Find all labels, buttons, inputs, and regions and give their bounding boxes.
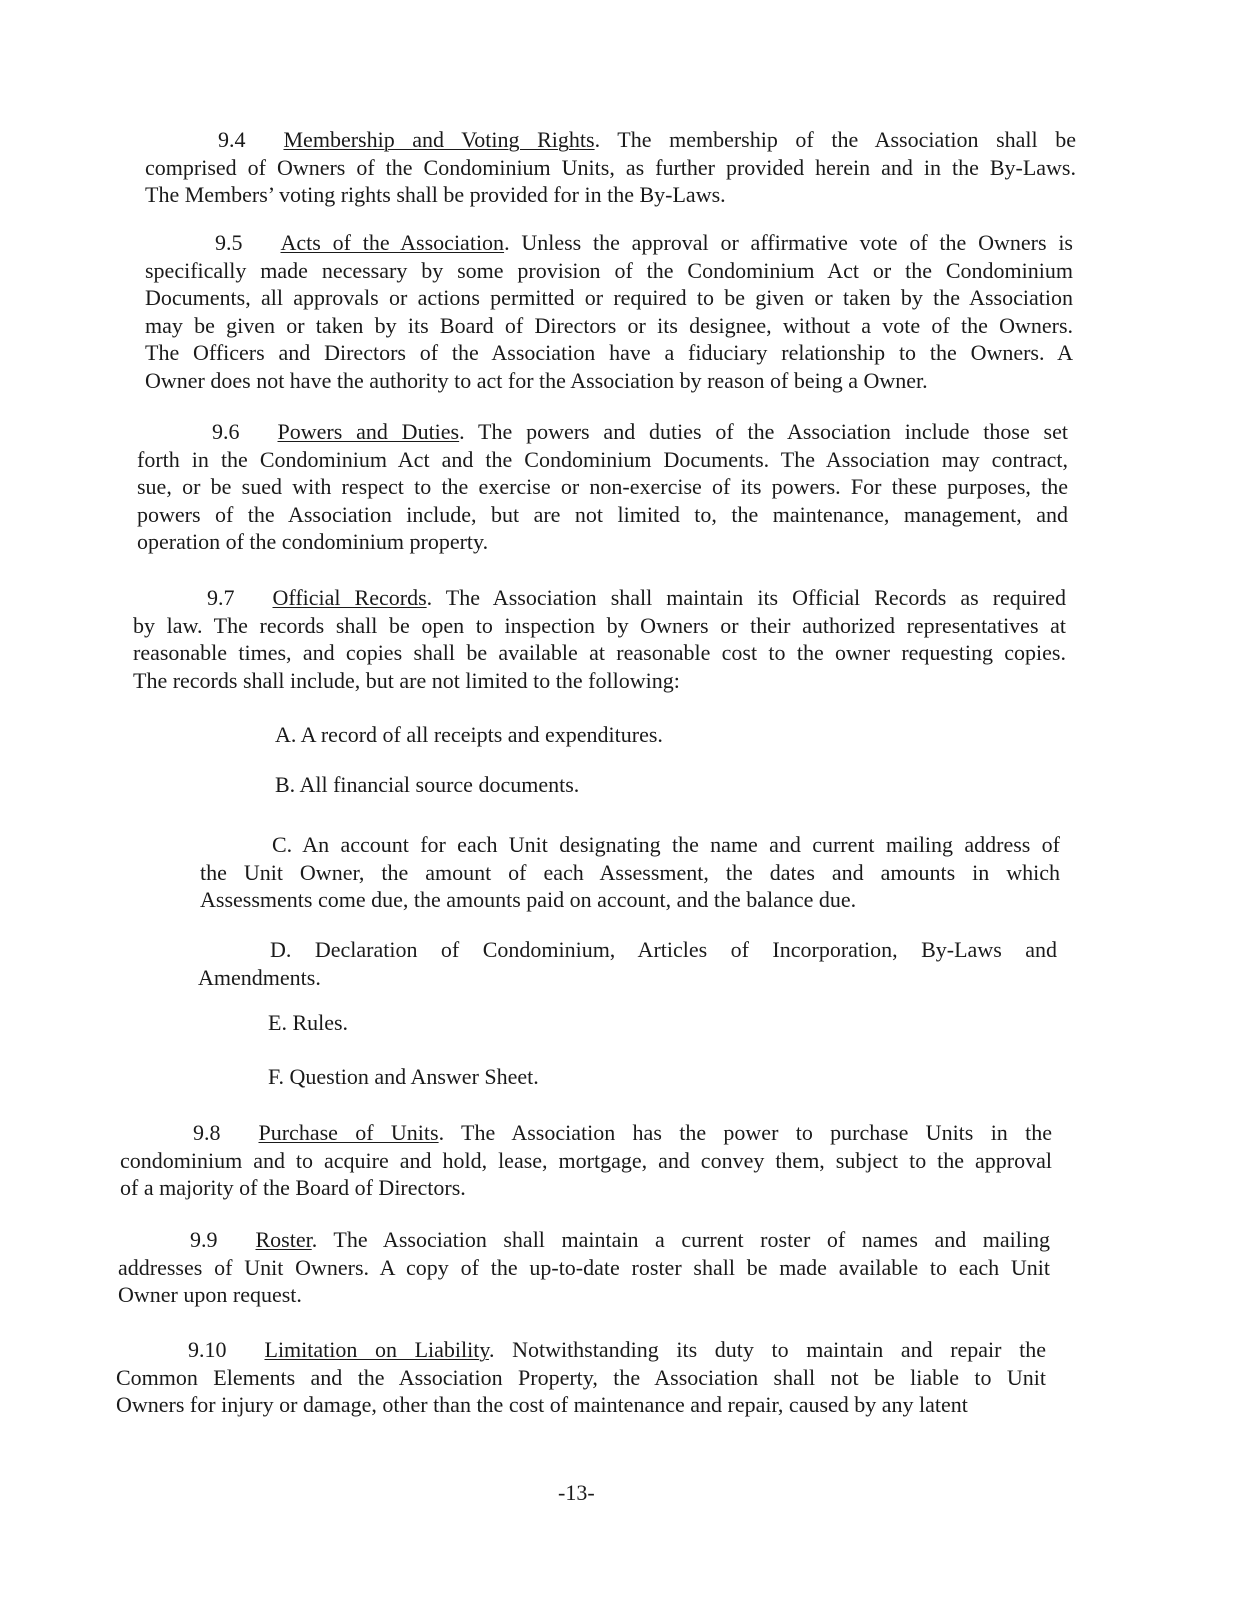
text-line: comprised of Owners of the Condominium Units, as further provided herein and in the By-Laws.	[145, 154, 1076, 180]
text-line: of a majority of the Board of Directors.	[120, 1175, 466, 1200]
text-line: E. Rules.	[268, 1010, 349, 1035]
section-9-9	[118, 1226, 1050, 1309]
text-line: Documents, all approvals or actions permitted or required to be given or taken by the Association	[145, 285, 1073, 310]
text-line: addresses of Unit Owners. A copy of the up-to-date roster shall be made available to each Unit	[118, 1254, 1050, 1280]
record-item-f	[268, 1063, 539, 1091]
text-line: reasonable times, and copies shall be available at reasonable cost to the owner requesting copies.	[133, 640, 1066, 665]
text-line: 9.7 Official Records. The Association shall maintain its Official Records as required	[133, 584, 1066, 612]
text-line: operation of the condominium property.	[137, 529, 489, 554]
section-heading: Purchase of Units	[258, 1120, 439, 1145]
text-line: A. A record of all receipts and expenditures.	[275, 722, 663, 747]
section-9-7	[133, 584, 1066, 694]
section-9-5	[145, 229, 1073, 394]
record-item-e	[268, 1009, 348, 1037]
record-item-c	[200, 831, 1060, 914]
text-line: Owner does not have the authority to act for the Association by reason of being a Owner.	[145, 367, 928, 393]
section-9-4	[145, 126, 1076, 209]
text-line: 9.8 Purchase of Units. The Association has the power to purchase Units in the	[193, 1120, 1053, 1145]
text-line: specifically made necessary by some provision of the Condominium Act or the Condominium	[145, 257, 1073, 283]
section-heading: Powers and Duties	[277, 419, 460, 444]
text-line: 9.5 Acts of the Association. Unless the approval or affirmative vote of the Owners is	[145, 229, 1073, 257]
record-item-a	[275, 721, 663, 749]
text-line: Owners for injury or damage, other than the cost of maintenance and repair, caused by any latent	[116, 1392, 968, 1417]
text-line: Common Elements and the Association Property, the Association shall not be liable to Unit	[116, 1364, 1046, 1390]
section-number: 9.5	[215, 230, 243, 255]
text-line: forth in the Condominium Act and the Condominium Documents. The Association may contract,	[137, 446, 1068, 472]
page-number: -13-	[558, 1480, 595, 1505]
record-item-b	[275, 771, 579, 799]
section-heading: Acts of the Association	[280, 230, 505, 255]
text-line: F. Question and Answer Sheet.	[268, 1064, 539, 1089]
section-number: 9.6	[212, 419, 240, 444]
section-9-10	[116, 1336, 1046, 1419]
text-line: Owner upon request.	[118, 1282, 302, 1307]
section-heading: Limitation on Liability	[264, 1337, 489, 1362]
section-9-8	[120, 1119, 1052, 1202]
section-number: 9.8	[193, 1120, 221, 1145]
section-number: 9.7	[207, 585, 235, 610]
section-number: 9.10	[188, 1337, 227, 1362]
section-heading: Official Records	[272, 585, 427, 610]
text-line: powers of the Association include, but are not limited to, the maintenance, management, and	[137, 501, 1068, 527]
text-line: may be given or taken by its Board of Directors or its designee, without a vote of the Owners.	[145, 312, 1073, 338]
section-heading: Membership and Voting Rights	[283, 127, 595, 152]
section-number: 9.4	[218, 127, 246, 152]
text-line: B. All financial source documents.	[275, 772, 580, 797]
text-line: Amendments.	[198, 964, 321, 990]
text-line: condominium and to acquire and hold, lease, mortgage, and convey them, subject to the approval	[120, 1147, 1052, 1173]
text-line: D. Declaration of Condominium, Articles of Incorporation, By-Laws and	[270, 937, 1057, 962]
text-line: C. An account for each Unit designating the name and current mailing address of	[272, 832, 1060, 857]
text-line: by law. The records shall be open to inspection by Owners or their authorized representatives at	[133, 612, 1066, 638]
section-number: 9.9	[190, 1227, 218, 1252]
text-line: The Officers and Directors of the Association have a fiduciary relationship to the Owners. A	[145, 340, 1073, 365]
text-line: Assessments come due, the amounts paid on account, and the balance due.	[200, 887, 857, 912]
text-line: The Members’ voting rights shall be provided for in the By-Laws.	[145, 182, 726, 207]
text-line: 9.9 Roster. The Association shall maintain a current roster of names and mailing	[190, 1227, 1050, 1252]
text-line: sue, or be sued with respect to the exercise or non-exercise of its powers. For these purposes, the	[137, 474, 1068, 499]
record-item-d	[198, 936, 1057, 991]
section-heading: Roster	[255, 1227, 312, 1252]
section-9-6	[137, 418, 1068, 556]
text-line: the Unit Owner, the amount of each Assessment, the dates and amounts in which	[200, 859, 1060, 885]
text-line: 9.10 Limitation on Liability. Notwithstanding its duty to maintain and repair the	[188, 1337, 1046, 1362]
text-line: 9.6 Powers and Duties. The powers and duties of the Association include those set	[212, 419, 1068, 444]
text-line: The records shall include, but are not limited to the following:	[133, 667, 680, 693]
text-line: 9.4 Membership and Voting Rights. The membership of the Association shall be	[218, 127, 1076, 152]
